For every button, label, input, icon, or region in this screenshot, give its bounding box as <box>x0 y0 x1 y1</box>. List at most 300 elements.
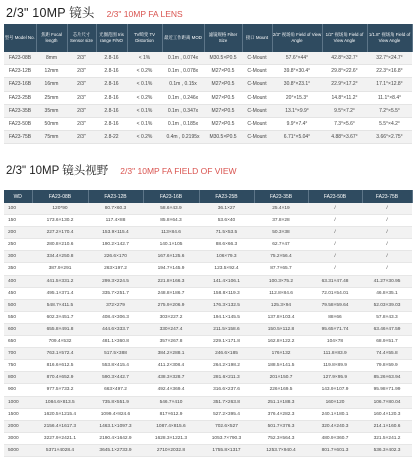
fov-table-cell: 127.9×95.9 <box>308 372 362 384</box>
spec-table-cell: 7.2°×5.5° <box>367 104 412 117</box>
spec-table-cell: 2.8-16 <box>96 91 127 104</box>
fov-table-cell: 384.2×288.1 <box>143 348 199 360</box>
fov-table-row <box>4 251 412 263</box>
fov-table-cell: 299.3×224.5 <box>88 275 143 287</box>
fov-table-cell: 602.3×451.7 <box>32 311 88 323</box>
spec-title-row <box>6 3 183 21</box>
spec-table-cell: C-Mount <box>242 65 272 78</box>
fov-table-cell: 37.8×28 <box>254 215 308 227</box>
fov-table-cell: 176.3×132.5 <box>199 299 254 311</box>
fov-table-cell: 817×612.9 <box>143 408 199 420</box>
spec-table-row <box>4 65 412 78</box>
fov-table-cell: 481.1×360.8 <box>88 336 143 348</box>
fov-table-cell: 5000 <box>4 444 32 456</box>
field-of-view-table <box>4 190 413 457</box>
fov-table-cell: 263×197.2 <box>88 263 143 275</box>
fov-table-cell: 63.31×47.48 <box>308 275 362 287</box>
spec-table-cell: 20°×15.3° <box>272 91 322 104</box>
fov-table-cell: 95.65×71.74 <box>308 323 362 335</box>
fov-table-cell: 141.4×106.1 <box>199 275 254 287</box>
fov-table-cell: 400 <box>4 275 32 287</box>
spec-table-cell: C-Mount <box>242 131 272 144</box>
fov-table-cell: 480.9×360.7 <box>308 432 362 444</box>
spec-table-cell: 3.66°×2.75° <box>367 131 412 144</box>
spec-table-cell: 25mm <box>36 91 67 104</box>
fov-table-row <box>4 287 412 299</box>
spec-title: 2/3" 10MP 镜头 <box>6 6 95 20</box>
fov-table-cell: 372×279 <box>88 299 143 311</box>
fov-table-cell: 2156.4×1617.3 <box>32 420 88 432</box>
fov-table-cell: 119.8×89.9 <box>308 360 362 372</box>
fov-table-cell: 72.01×54.01 <box>308 287 362 299</box>
fov-body <box>4 203 412 456</box>
spec-table-cell: < 0.1% <box>127 104 162 117</box>
fov-table-cell: 140.1×105 <box>143 239 199 251</box>
fov-table-cell: 303×227.2 <box>143 311 199 323</box>
fov-table-cell: 120*90 <box>32 203 88 215</box>
spec-table-row <box>4 52 412 65</box>
fov-table-cell: 80.7×60.3 <box>88 203 143 215</box>
spec-table-cell: 2.8-22 <box>96 131 127 144</box>
fov-table-cell: 800 <box>4 372 32 384</box>
fov-header-cell: FA23-16B <box>143 190 199 203</box>
fov-table-cell: 5371×4028.4 <box>32 444 88 456</box>
fov-table-cell: 492.4×369.4 <box>143 384 199 396</box>
spec-table-row <box>4 104 412 117</box>
fov-table-cell: 52.03×39.03 <box>362 299 412 311</box>
spec-table-cell: FA23-12B <box>4 65 36 78</box>
fov-table-cell: / <box>362 227 412 239</box>
spec-table-cell: M27×P0.5 <box>204 65 242 78</box>
fov-table-cell: 550 <box>4 311 32 323</box>
fov-table-cell: / <box>362 263 412 275</box>
fov-table-cell: 227.2×170.4 <box>32 227 88 239</box>
fov-table-row <box>4 420 412 432</box>
fov-table-cell: 527.2×395.4 <box>199 408 254 420</box>
fov-table-cell: 226×169.5 <box>254 384 308 396</box>
spec-table-cell: 11.1°×8.4° <box>367 91 412 104</box>
fov-table-cell: 320.4×240.3 <box>308 420 362 432</box>
fov-table-row <box>4 384 412 396</box>
fov-table-cell: 214.1×160.6 <box>362 420 412 432</box>
spec-table-cell: 2.8-16 <box>96 78 127 91</box>
spec-body <box>4 52 412 144</box>
fov-table-cell: / <box>308 203 362 215</box>
fov-table-cell: 95.98×71.99 <box>362 384 412 396</box>
fov-table-cell: 211.5×158.6 <box>199 323 254 335</box>
fov-table-cell: 357×267.8 <box>143 336 199 348</box>
spec-table-cell: 0.1m , 0.074x <box>162 52 204 65</box>
fov-table-cell: / <box>308 263 362 275</box>
fov-table-cell: 1000 <box>4 396 32 408</box>
spec-table-cell: 22.3°×16.8° <box>367 65 412 78</box>
fov-table-cell: 335.7×251.7 <box>88 287 143 299</box>
fov-table-cell: 194.1×145.5 <box>199 311 254 323</box>
fov-table-cell: 1620.5×1215.4 <box>32 408 88 420</box>
fov-table-row <box>4 408 412 420</box>
fov-table-row <box>4 323 412 335</box>
spec-table-cell: 14.8°×11.2° <box>322 91 367 104</box>
fov-table-cell: 334.4×250.8 <box>32 251 88 263</box>
fov-table-row <box>4 299 412 311</box>
spec-table-row <box>4 131 412 144</box>
spec-table-cell: FA23-16B <box>4 78 36 91</box>
spec-table-cell: 2.8-16 <box>96 52 127 65</box>
fov-table-cell: / <box>362 203 412 215</box>
fov-table-row <box>4 348 412 360</box>
fov-table-cell: 117.4×88 <box>88 215 143 227</box>
fov-table-cell: 1755.8×1317 <box>199 444 254 456</box>
fov-table-cell: 106×79.3 <box>199 251 254 263</box>
fov-table-cell: 173.6×130.2 <box>32 215 88 227</box>
fov-table-row <box>4 396 412 408</box>
spec-table-cell: 0.1m , 0.246x <box>162 91 204 104</box>
fov-table-row <box>4 215 412 227</box>
spec-table-cell: 22.9°×17.2° <box>322 78 367 91</box>
spec-table-cell: < 0.2% <box>127 131 162 144</box>
fov-table-cell: 41.27×30.95 <box>362 275 412 287</box>
spec-table-cell: 0.4m , 0.2195x <box>162 131 204 144</box>
fov-table-cell: 275.9×206.9 <box>143 299 199 311</box>
spec-table-cell: FA23-35B <box>4 104 36 117</box>
fov-table-cell: 250 <box>4 239 32 251</box>
spec-table-cell: 57.6°×44° <box>272 52 322 65</box>
spec-table-cell: 2/3" <box>67 52 96 65</box>
fov-table-row <box>4 263 412 275</box>
fov-table-cell: 88.6×66.3 <box>199 239 254 251</box>
fov-table-cell: 68.9×51.7 <box>362 336 412 348</box>
spec-header-cell: 1/1.8" 视场角 Field of View Angle <box>367 24 412 52</box>
spec-table-cell: 50mm <box>36 118 67 131</box>
fov-table-cell: 1253.7×940.4 <box>254 444 308 456</box>
fov-table-cell: 376.4×282.3 <box>254 408 308 420</box>
fov-table-cell: 321.5×241.2 <box>362 432 412 444</box>
fov-table-cell: 1500 <box>4 408 32 420</box>
fov-table-cell: / <box>362 215 412 227</box>
fov-table-cell: 246.6×185 <box>199 348 254 360</box>
fov-table-cell: 3645.1×2733.9 <box>88 444 143 456</box>
fov-table-cell: 36.1×27 <box>199 203 254 215</box>
spec-table-cell: < 0.2% <box>127 91 162 104</box>
fov-table-cell: 300 <box>4 251 32 263</box>
spec-table-cell: 2/3" <box>67 118 96 131</box>
fov-table-cell: 46.8×35.1 <box>362 287 412 299</box>
fov-table-cell: 655.8×491.8 <box>32 323 88 335</box>
fov-table-cell: 801.7×601.3 <box>308 444 362 456</box>
fov-table-cell: 2190.4×1642.9 <box>88 432 143 444</box>
fov-table-cell: 752.3×564.3 <box>254 432 308 444</box>
fov-table-cell: 316.6×237.6 <box>199 384 254 396</box>
fov-table-cell: 548.7×411.5 <box>32 299 88 311</box>
spec-table-cell: M30.5×P0.5 <box>204 52 242 65</box>
fov-table-cell: 150.5×112.8 <box>254 323 308 335</box>
spec-table-cell: FA23-08B <box>4 52 36 65</box>
spec-table-cell: 35mm <box>36 104 67 117</box>
spec-header-cell: 1/2" 视场角 Field of View Angle <box>322 24 367 52</box>
spec-table-cell: C-Mount <box>242 52 272 65</box>
spec-table-row <box>4 91 412 104</box>
spec-table-cell: 2.8-16 <box>96 104 127 117</box>
spec-table-cell: 2.8-16 <box>96 65 127 78</box>
fov-table-cell: 63.46×47.59 <box>362 323 412 335</box>
fov-table-cell: 763.1×572.4 <box>32 348 88 360</box>
spec-table-cell: 2/3" <box>67 78 96 91</box>
spec-header-cell: 接口 Mount <box>242 24 272 52</box>
spec-table-cell: 12mm <box>36 65 67 78</box>
fov-table-cell: 87.7×65.7 <box>254 263 308 275</box>
fov-table-cell: 53.6×40 <box>199 215 254 227</box>
fov-table-cell: 160.4×120.3 <box>362 408 412 420</box>
fov-table-cell: 50.3×38 <box>254 227 308 239</box>
spec-table-cell: 0.1m , 0.078x <box>162 65 204 78</box>
fov-table-cell: 546.7×410 <box>143 396 199 408</box>
fov-table-cell: 167.6×125.6 <box>143 251 199 263</box>
fov-header-cell: FA23-25B <box>199 190 254 203</box>
fov-table-row <box>4 203 412 215</box>
fov-table-cell: 194.7×145.9 <box>143 263 199 275</box>
fov-table-cell: 162.8×122.2 <box>254 336 308 348</box>
fov-table-cell: 650 <box>4 336 32 348</box>
fov-table-cell: 137.8×103.4 <box>254 311 308 323</box>
spec-table-cell: 0.1m , 0.185x <box>162 118 204 131</box>
spec-table-cell: 39.8°×30.4° <box>272 65 322 78</box>
fov-table-cell: 977.5×733.2 <box>32 384 88 396</box>
fov-table-cell: 200 <box>4 227 32 239</box>
spec-table-cell: C-Mount <box>242 104 272 117</box>
fov-table-row <box>4 336 412 348</box>
spec-table-cell: C-Mount <box>242 78 272 91</box>
spec-table-cell: FA23-25B <box>4 91 36 104</box>
spec-table-cell: 8mm <box>36 52 67 65</box>
fov-table-cell: 176×132 <box>254 348 308 360</box>
fov-table-cell: 1053.7×790.3 <box>199 432 254 444</box>
fov-table-cell: / <box>362 251 412 263</box>
fov-table-cell: 74.4×55.8 <box>362 348 412 360</box>
fov-table-cell: 750 <box>4 360 32 372</box>
fov-table-cell: 1463.1×1097.3 <box>88 420 143 432</box>
fov-table-cell: / <box>362 239 412 251</box>
fov-table-cell: 58.6×43.9 <box>143 203 199 215</box>
fov-table-cell: 351.7×263.8 <box>199 396 254 408</box>
spec-header-cell: 2/3" 视场角 Field of View Angle <box>272 24 322 52</box>
fov-table-cell: 600 <box>4 323 32 335</box>
fov-header-cell: FA23-75B <box>362 190 412 203</box>
fov-header-cell: FA23-12B <box>88 190 143 203</box>
spec-header-cell: TV畸变 TV Distortion <box>127 24 162 52</box>
fov-table-cell: 123.5×92.4 <box>199 263 254 275</box>
fov-table-cell: 700 <box>4 348 32 360</box>
fov-table-cell: 441.5×331.2 <box>32 275 88 287</box>
fov-header-row <box>4 190 412 203</box>
spec-table-cell: 0.1m , 0.15x <box>162 78 204 91</box>
spec-header-cell: 型号 Model No. <box>4 24 36 52</box>
fov-table-cell: 408.4×306.3 <box>88 311 143 323</box>
fov-table-cell: 411.2×308.4 <box>143 360 199 372</box>
fov-table-cell: 870.4×652.9 <box>32 372 88 384</box>
fov-table-cell: 100 <box>4 203 32 215</box>
fov-table-cell: 190.2×142.7 <box>88 239 143 251</box>
spec-table-cell: FA23-50B <box>4 118 36 131</box>
fov-table-cell: 104×78 <box>308 336 362 348</box>
fov-table-cell: 1099.4×824.6 <box>88 408 143 420</box>
fov-title-row <box>6 162 237 178</box>
spec-table-cell: 30.8°×23.1° <box>272 78 322 91</box>
fov-table-cell: 387.9×291 <box>32 263 88 275</box>
fov-table-cell: 3000 <box>4 432 32 444</box>
fov-table-cell: 517.5×388 <box>88 348 143 360</box>
fov-header-cell: FA23-08B <box>32 190 88 203</box>
fov-table-cell: 1628.3×1221.3 <box>143 432 199 444</box>
fov-table-cell: 536.3×402.3 <box>362 444 412 456</box>
fov-table-cell: 444.6×333.7 <box>88 323 143 335</box>
spec-table-row <box>4 118 412 131</box>
spec-table-cell: M27×P0.5 <box>204 78 242 91</box>
fov-table-cell: 280.8×210.6 <box>32 239 88 251</box>
spec-table-cell: 2/3" <box>67 131 96 144</box>
spec-table-cell: 0.1m , 0.347x <box>162 104 204 117</box>
fov-table-row <box>4 432 412 444</box>
spec-table-cell: 4.88°×3.67° <box>322 131 367 144</box>
spec-table-cell: 29.8°×22.6° <box>322 65 367 78</box>
fov-table-cell: 816.6×612.5 <box>32 360 88 372</box>
spec-table-cell: 16mm <box>36 78 67 91</box>
spec-table-cell: 75mm <box>36 131 67 144</box>
fov-table-cell: 125.3×94 <box>254 299 308 311</box>
fov-table-cell: 1084.6×813.5 <box>32 396 88 408</box>
spec-table-cell: 2/3" <box>67 104 96 117</box>
fov-table-cell: 330×247.4 <box>143 323 199 335</box>
fov-table-cell: 350 <box>4 263 32 275</box>
fov-table-cell: 438.3×328.7 <box>143 372 199 384</box>
fov-table-cell: 160×120 <box>308 396 362 408</box>
spec-table-cell: < 1% <box>127 52 162 65</box>
spec-header-cell: 芯片尺寸 Sensor size <box>67 24 96 52</box>
lens-spec-table <box>4 24 413 144</box>
spec-table-cell: 5.5°×4.2° <box>367 118 412 131</box>
fov-table-cell: 188.5×141.5 <box>254 360 308 372</box>
fov-header-cell: FA23-50B <box>308 190 362 203</box>
fov-table-cell: 501.7×376.3 <box>254 420 308 432</box>
fov-table-row <box>4 311 412 323</box>
fov-table-cell: 113×84.6 <box>143 227 199 239</box>
spec-header-cell: 最近工作距离 MOD <box>162 24 204 52</box>
fov-table-cell: / <box>308 227 362 239</box>
fov-table-cell: 702.6×527 <box>199 420 254 432</box>
fov-table-cell: 221.8×166.3 <box>143 275 199 287</box>
spec-table-cell: 2.8-16 <box>96 118 127 131</box>
spec-table-cell: 9.5°×7.2° <box>322 104 367 117</box>
fov-table-cell: 495.1×371.4 <box>32 287 88 299</box>
fov-table-cell: 143.9×107.9 <box>308 384 362 396</box>
fov-table-cell: 264.2×198.2 <box>199 360 254 372</box>
spec-table-cell: M27×P0.5 <box>204 91 242 104</box>
fov-table-cell: 57.8×43.3 <box>362 311 412 323</box>
spec-table-cell: FA23-75B <box>4 131 36 144</box>
fov-table-cell: 450 <box>4 287 32 299</box>
spec-table-cell: C-Mount <box>242 91 272 104</box>
fov-table-cell: 62.7×47 <box>254 239 308 251</box>
fov-table-cell: 590.3×442.7 <box>88 372 143 384</box>
fov-table-cell: 112.8×84.6 <box>254 287 308 299</box>
fov-title: 2/3" 10MP 镜头视野 <box>6 165 109 177</box>
fov-header-cell: FA23-35B <box>254 190 308 203</box>
spec-table-cell: 9.9°×7.4° <box>272 118 322 131</box>
fov-table-cell: 240.1×180.1 <box>308 408 362 420</box>
spec-table-cell: 2/3" <box>67 65 96 78</box>
spec-table-cell: 42.8°×32.7° <box>322 52 367 65</box>
spec-table-cell: C-Mount <box>242 118 272 131</box>
spec-header-cell: 滤镜规格 Filter Size <box>204 24 242 52</box>
spec-header-cell: 光圈范围 Iris range F/NO <box>96 24 127 52</box>
fov-table-cell: / <box>308 239 362 251</box>
fov-table-cell: 150 <box>4 215 32 227</box>
fov-table-cell: 85.26×63.94 <box>362 372 412 384</box>
fov-table-cell: 85.8×64.3 <box>143 215 199 227</box>
fov-table-cell: 2710×2032.8 <box>143 444 199 456</box>
fov-table-cell: 663×497.2 <box>88 384 143 396</box>
spec-table-cell: M27×P0.5 <box>204 104 242 117</box>
fov-table-cell: 106.7×80.04 <box>362 396 412 408</box>
fov-table-cell: 88×66 <box>308 311 362 323</box>
fov-table-cell: 3227.9×2421.1 <box>32 432 88 444</box>
fov-table-cell: 25.4×19 <box>254 203 308 215</box>
spec-table-cell: < 0.2% <box>127 65 162 78</box>
fov-subtitle: 2/3" 10MP FA FIELD OF VIEW <box>120 166 237 176</box>
fov-table-cell: 75.2×56.4 <box>254 251 308 263</box>
fov-table-cell: 111.8×83.9 <box>308 348 362 360</box>
spec-table-cell: 6.71°×5.04° <box>272 131 322 144</box>
spec-table-cell: 17.1°×12.8° <box>367 78 412 91</box>
fov-table-cell: 553.8×415.4 <box>88 360 143 372</box>
fov-table-cell: 100.3×75.2 <box>254 275 308 287</box>
fov-table-row <box>4 360 412 372</box>
fov-table-cell: 158.8×119.3 <box>199 287 254 299</box>
fov-table-row <box>4 239 412 251</box>
fov-table-cell: 79.8×59.9 <box>362 360 412 372</box>
fov-table-cell: 226.6×170 <box>88 251 143 263</box>
fov-table-cell: / <box>308 215 362 227</box>
spec-table-cell: 7.3°×5.6° <box>322 118 367 131</box>
fov-table-row <box>4 372 412 384</box>
spec-table-cell: 32.7°×24.7° <box>367 52 412 65</box>
spec-table-cell: < 0.1% <box>127 78 162 91</box>
spec-table-cell: 13.1°×9.9° <box>272 104 322 117</box>
fov-table-cell: / <box>308 251 362 263</box>
fov-table-cell: 1087.4×815.6 <box>143 420 199 432</box>
fov-table-row <box>4 444 412 456</box>
fov-table-cell: 281.6×211.3 <box>199 372 254 384</box>
spec-table-cell: M30.5×P0.5 <box>204 131 242 144</box>
fov-table-row <box>4 275 412 287</box>
fov-header-cell: WD <box>4 190 32 203</box>
fov-table-cell: 735.8×551.9 <box>88 396 143 408</box>
spec-header-cell: 焦距 Focal length <box>36 24 67 52</box>
fov-table-cell: 248.8×186.7 <box>143 287 199 299</box>
fov-table-cell: 71.5×53.5 <box>199 227 254 239</box>
fov-table-row <box>4 227 412 239</box>
spec-table-cell: 2/3" <box>67 91 96 104</box>
fov-table-cell: 229.1×171.8 <box>199 336 254 348</box>
spec-header-row <box>4 24 412 52</box>
spec-table-cell: M27×P0.5 <box>204 118 242 131</box>
fov-table-cell: 900 <box>4 384 32 396</box>
fov-table-cell: 79.58×59.64 <box>308 299 362 311</box>
fov-table-cell: 251.1×188.3 <box>254 396 308 408</box>
fov-table-cell: 709.4×532 <box>32 336 88 348</box>
fov-table-cell: 153.9×115.4 <box>88 227 143 239</box>
fov-table-cell: 500 <box>4 299 32 311</box>
spec-subtitle: 2/3" 10MP FA LENS <box>106 9 183 19</box>
